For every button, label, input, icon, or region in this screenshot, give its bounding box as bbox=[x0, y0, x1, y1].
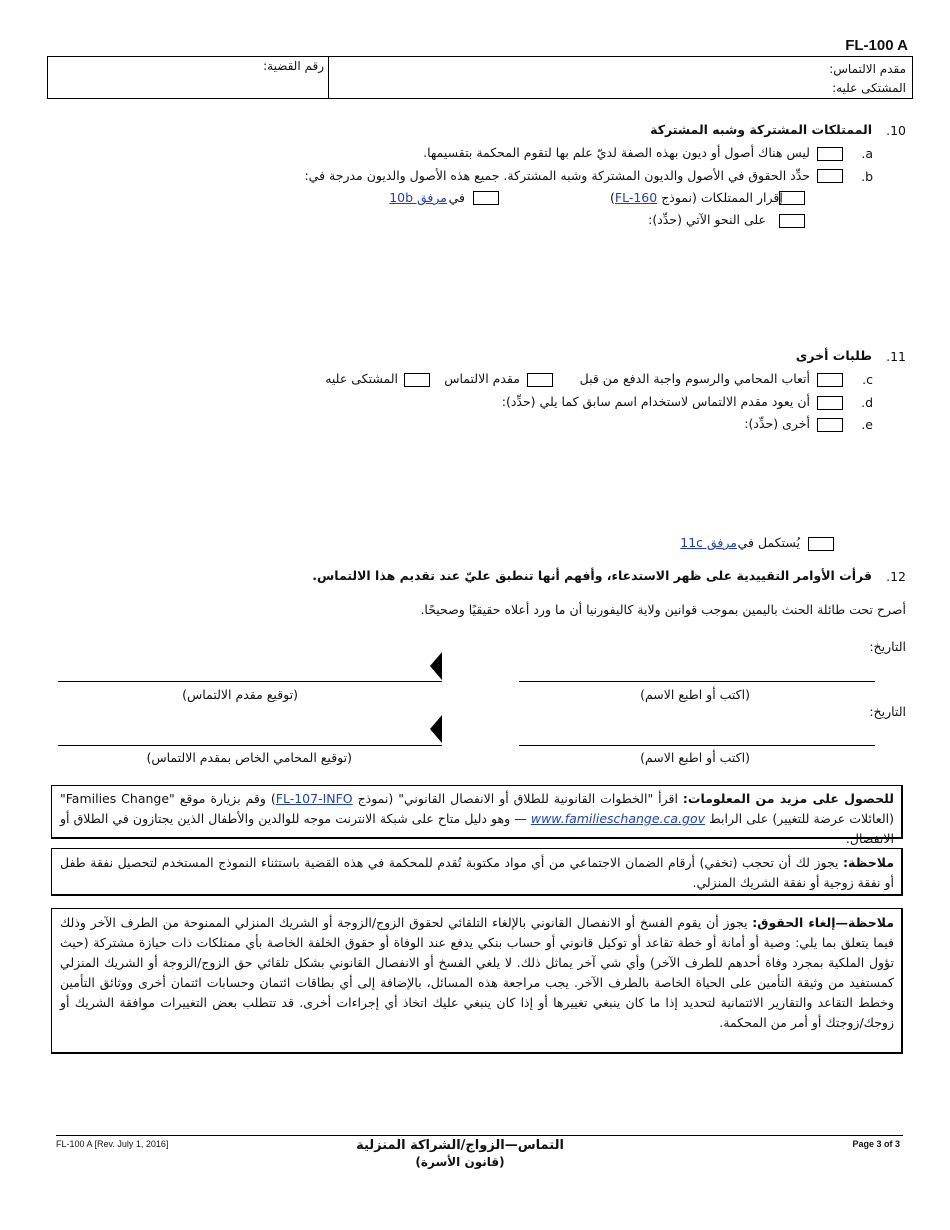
families-change-link[interactable]: www.familieschange.ca.gov bbox=[530, 811, 706, 826]
attachment-10b-link[interactable]: مرفق 10b bbox=[389, 190, 447, 205]
fees-respondent-checkbox[interactable] bbox=[404, 373, 430, 387]
fl107-info-link[interactable]: FL-107-INFO bbox=[275, 791, 353, 806]
footer-subtitle: (قانون الأسرة) bbox=[415, 1155, 505, 1169]
item11e-text: أخرى (حدِّد): bbox=[744, 416, 810, 431]
item11e-checkbox[interactable] bbox=[817, 418, 843, 432]
item12-text: قرأت الأوامر التقييدية على ظهر الاستدعاء، وأفهم أنها تنطبق عليّ عند تقديم هذا الالتماس. bbox=[312, 568, 872, 583]
sign-arrow-icon bbox=[430, 652, 442, 680]
attorney-name-line[interactable] bbox=[519, 745, 875, 746]
fees-respondent-label: المشتكى عليه bbox=[325, 371, 398, 386]
item10b-letter: b. bbox=[861, 169, 873, 184]
item11c-letter: c. bbox=[862, 372, 873, 387]
as-follows-checkbox[interactable] bbox=[779, 214, 805, 228]
date-label-1: التاريخ: bbox=[869, 639, 906, 654]
sign-arrow-icon bbox=[430, 715, 442, 743]
attorney-signature-caption: (توقيع المحامي الخاص بمقدم الالتماس) bbox=[146, 750, 352, 765]
type-name-caption-2: (اكتب أو اطبع الاسم) bbox=[640, 750, 750, 765]
attachment-11c-link[interactable]: مرفق 11c bbox=[680, 535, 737, 550]
item10-number: 10. bbox=[886, 123, 906, 138]
item11c-text: أتعاب المحامي والرسوم واجبة الدفع من قبل bbox=[579, 371, 810, 386]
item10a-checkbox[interactable] bbox=[817, 147, 843, 161]
continued-in-label: يُستكمل في bbox=[737, 535, 800, 550]
form-id: FL-100 A bbox=[845, 37, 908, 54]
petitioner-signature-caption: (توقيع مقدم الالتماس) bbox=[182, 687, 298, 702]
continued-11c-checkbox[interactable] bbox=[808, 537, 834, 551]
item11-title: طلبات أخرى bbox=[795, 348, 872, 363]
item10b-checkbox[interactable] bbox=[817, 169, 843, 183]
perjury-declaration: أصرح تحت طائلة الحنث باليمين بموجب قوانين ولاية كاليفورنيا أن ما ورد أعلاه حقيقيًا وصحيحًا. bbox=[420, 602, 906, 617]
item10-title: الممتلكات المشتركة وشبه المشتركة bbox=[650, 122, 872, 137]
fl160-link[interactable]: FL-160 bbox=[614, 190, 658, 205]
item12-number: 12. bbox=[886, 569, 906, 584]
footer-title: التماس—الزواج/الشراكة المنزلية bbox=[356, 1138, 564, 1153]
case-number-label: رقم القضية: bbox=[263, 59, 324, 73]
item10b-text: حدِّد الحقوق في الأصول والديون المشتركة وشبه المشتركة. جميع هذه الأصول والديون مدرجة في: bbox=[304, 168, 810, 183]
respondent-label: المشتكى عليه: bbox=[832, 81, 906, 95]
property-declaration-text: إقرار الممتلكات (نموذج FL-160) bbox=[610, 190, 783, 205]
item11-number: 11. bbox=[886, 349, 906, 364]
caption-divider bbox=[328, 56, 329, 99]
item11e-letter: e. bbox=[861, 417, 873, 432]
rights-box-text: ملاحظة—إلغاء الحقوق: يجوز أن يقوم الفسخ أو الانفصال القانوني بالإلغاء التلقائي لحقوق الزوج/الزوجة أو الشريك المنزلي الممنوحة من الطرف الآخر وذلك فيما يتعلق بما يلي: وصية أو أمانة أو خطة تقاعد أو توكيل قانوني أو حساب بنكي يدفع عند الوفاة أو حقوق الخلفة الخاصة بأي ممتلكات ذات حيازة مشتركة (حيث تؤول الملكية بمجرد وفاة أحدهم للطرف الآخر) وأي شي آخر يماثل ذلك. لا يلغي الفسخ أو الانفصال القانوني بشكل تلقائي حق الزوج/الزوجة أو الشريك المنزلي كمستفيد من وثيقة التأمين على الحياة الخاصة بالطرف الآخر. يجب مراجعة هذه المسائل، بالإضافة إلى أي بطاقات ائتمان وحسابات ائتمان أخرى ووثائق التأمين وخطط التقاعد والتقارير الائتمانية لتحديد إذا ما كان ينبغي تغييرها أو إذا كان ينبغي عليك اتخاذ أي إجراءات أخرى. قد تتطلب بعض التغييرات موافقة الشريك أو زوجك/زوجتك أو أمر من المحكمة. bbox=[60, 915, 894, 1030]
footer-revision: FL-100 A [Rev. July 1, 2016] bbox=[56, 1139, 169, 1149]
type-name-caption-1: (اكتب أو اطبع الاسم) bbox=[640, 687, 750, 702]
as-follows-text: على النحو الآتي (حدِّد): bbox=[648, 212, 766, 227]
caption-box bbox=[47, 56, 913, 99]
info-box-text: للحصول على مزيد من المعلومات: اقرأ "الخطوات القانونية للطلاق أو الانفصال القانوني" (نموذج FL-107-INFO) وقم بزيارة موقع "Families Change" (العائلات عرضة للتغيير) على الرابط www.familieschange.ca.gov — وهو دليل متاح على شبكة الانترنت موجه للوالدين والأطفال الذين يجتازون في الطلاق أو الانفصال. bbox=[60, 791, 894, 846]
petitioner-name-line[interactable] bbox=[519, 681, 875, 682]
note-box-text: ملاحظة: يجوز لك أن تحجب (تخفي) أرقام الضمان الاجتماعي من أي مواد مكتوبة تُقدم للمحكمة في هذه القضية باستثناء النموذج المستخدم لتحصيل نفقة طفل أو نفقة زوجية أو نفقة الشريك المنزلي. bbox=[60, 855, 895, 890]
footer-page-number: Page 3 of 3 bbox=[852, 1139, 900, 1149]
item10a-letter: a. bbox=[861, 146, 873, 161]
attachment-10b-checkbox[interactable] bbox=[473, 191, 499, 205]
date-label-2: التاريخ: bbox=[869, 704, 906, 719]
attorney-signature-line[interactable] bbox=[58, 745, 442, 746]
fees-petitioner-checkbox[interactable] bbox=[527, 373, 553, 387]
item11d-text: أن يعود مقدم الالتماس لاستخدام اسم سابق كما يلي (حدِّد): bbox=[501, 394, 810, 409]
item11d-checkbox[interactable] bbox=[817, 396, 843, 410]
item11c-checkbox[interactable] bbox=[817, 373, 843, 387]
in-attachment-label: في bbox=[448, 190, 465, 205]
item10a-text: ليس هناك أصول أو ديون بهذه الصفة لديّ علم بها لتقوم المحكمة بتقسيمها. bbox=[423, 145, 810, 160]
petitioner-label: مقدم الالتماس: bbox=[829, 62, 906, 76]
petitioner-signature-line[interactable] bbox=[58, 681, 442, 682]
item11d-letter: d. bbox=[861, 395, 873, 410]
fees-petitioner-label: مقدم الالتماس bbox=[444, 371, 520, 386]
footer-rule bbox=[56, 1135, 903, 1136]
